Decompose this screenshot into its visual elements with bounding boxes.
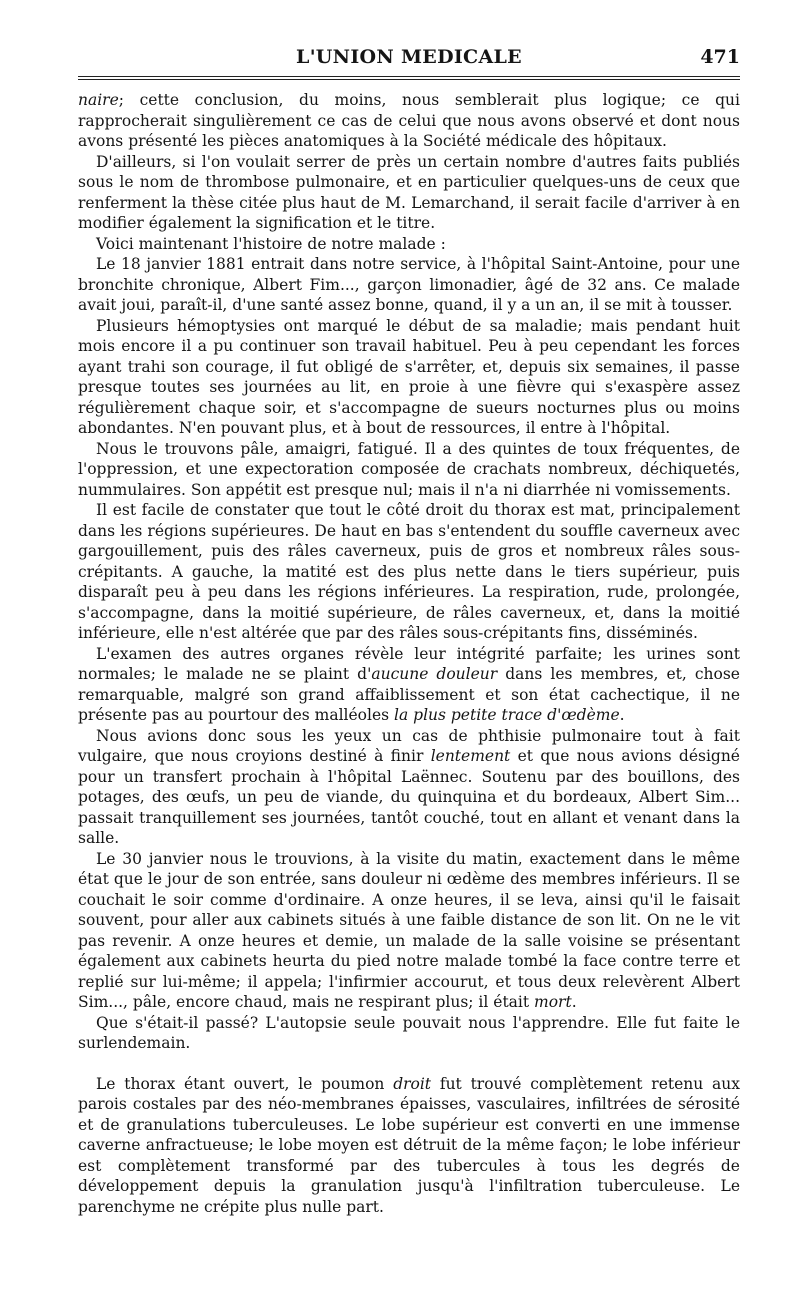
running-title: L'UNION MEDICALE <box>296 46 522 68</box>
paragraph <box>78 316 740 439</box>
paragraph <box>78 254 740 316</box>
paragraph-text: Nous avions donc sous les yeux un cas de phthisie pulmonaire tout à fait vulgaire, que nous croyions destiné à finir <box>78 726 740 765</box>
italic-text: lentement <box>430 747 511 765</box>
article-body <box>78 90 740 1217</box>
paragraph-text: Voici maintenant l'histoire de notre malade : <box>96 234 446 253</box>
paragraph <box>78 152 740 234</box>
paragraph-text: Plusieurs hémoptysies ont marqué le début de sa maladie; mais pendant huit mois encore il a pu continuer son travail habituel. Peu à peu cependant les forces ayant trahi son courage, il fut obligé de s'arrêter, et, depuis six semaines, il passe presque toutes ses journées au lit, en proie à une fièvre qui s'exaspère assez régulièrement chaque soir, et s'accompagne de sueurs nocturnes plus ou moins abondantes. N'en pouvant plus, et à bout de ressources, il entre à l'hôpital. <box>78 316 740 437</box>
paragraph-text: Il est facile de constater que tout le côté droit du thorax est mat, principalement dans les régions supérieures. De haut en bas s'entendent du souffle caverneux avec gargouillement, puis des râles caverneux, puis de gros et nombreux râles sous-crépitants. A gauche, la matité est des plus nette dans le tiers supérieur, puis disparaît peu à peu dans les régions inférieures. La respiration, rude, prolongée, s'accompagne, dans la moitié supérieure, de râles caverneux, et, dans la moitié inférieure, elle n'est altérée que par des râles sous-crépitants fins, disséminés. <box>78 501 740 642</box>
italic-text: naire <box>78 91 119 109</box>
paragraph-text: ; cette conclusion, du moins, nous semblerait plus logique; ce qui rapprocherait singulièrement ce cas de celui que nous avons observé et dont nous avons présenté les pièces anatomiques à la Société médicale des hôpitaux. <box>78 91 740 150</box>
paragraph-text: Le 30 janvier nous le trouvions, à la visite du matin, exactement dans le même état que le jour de son entrée, sans douleur ni œdème des membres inférieurs. Il se couchait le soir comme d'ordinaire. A onze heures, il se leva, ainsi qu'il le faisait souvent, pour aller aux cabinets situés à une faible distance de son lit. On ne le vit pas revenir. A onze heures et demie, un malade de la salle voisine se présentant également aux cabinets heurta du pied notre malade tombé la face contre terre et replié sur lui-même; il appela; l'infirmier accourut, et tous deux relevèrent Albert Sim..., pâle, encore chaud, mais ne respirant plus; il était <box>78 849 740 1011</box>
paragraph <box>78 500 740 644</box>
paragraph-text: . <box>619 706 625 724</box>
paragraph-text: L'examen des autres organes révèle leur intégrité parfaite; les urines sont normales; le malade ne se plaint d' <box>78 644 740 683</box>
paragraph-text: Que s'était-il passé? L'autopsie seule pouvait nous l'apprendre. Elle fut faite le surlendemain. <box>78 1013 740 1052</box>
header-rule <box>78 76 740 80</box>
italic-text: la plus petite trace d'œdème <box>394 706 620 724</box>
italic-text: droit <box>393 1074 432 1093</box>
paragraph <box>78 726 740 849</box>
paragraph <box>78 90 740 152</box>
paragraph <box>78 849 740 1013</box>
paragraph <box>78 644 740 726</box>
paragraph <box>78 1013 740 1054</box>
italic-text: mort <box>534 993 572 1011</box>
paragraph-text: Le thorax étant ouvert, le poumon <box>96 1074 394 1093</box>
paragraph-text: Nous le trouvons pâle, amaigri, fatigué. Il a des quintes de toux fréquentes, de l'oppression, et une expectoration composée de crachats nombreux, déchiquetés, nummulaires. Son appétit est presque nul; mais il n'a ni diarrhée ni vomissements. <box>78 439 740 499</box>
paragraph <box>78 439 740 501</box>
paragraph-text: fut trouvé complètement retenu aux parois costales par des néo-membranes épaisses, vasculaires, infiltrées de sérosité et de granulations tuberculeuses. Le lobe supérieur est converti en une immense caverne anfractueuse; le lobe moyen est détruit de la même façon; le lobe inférieur est complètement transformé par des tubercules à tous les degrés de développement depuis la granulation jusqu'à l'infiltration tuberculeuse. Le parenchyme ne crépite plus nulle part. <box>78 1074 740 1216</box>
paragraph <box>78 1074 740 1218</box>
paragraph-text: et que nous avions désigné pour un transfert prochain à l'hôpital Laënnec. Soutenu par des bouillons, des potages, des œufs, un peu de viande, du quinquina et du bordeaux, Albert Sim... passait tranquillement ses journées, tantôt couché, tout en allant et venant dans la salle. <box>78 747 740 847</box>
paragraph-text: Le 18 janvier 1881 entrait dans notre service, à l'hôpital Saint-Antoine, pour une bronchite chronique, Albert Fim..., garçon limonadier, âgé de 32 ans. Ce malade avait joui, paraît-il, d'une santé assez bonne, quand, il y a un an, il se mit à tousser. <box>78 255 740 314</box>
paragraph-text: dans les membres, et, chose remarquable, malgré son grand affaiblissement et son état cachectique, il ne présente pas au pourtour des malléoles <box>78 665 740 724</box>
paragraph <box>78 234 740 255</box>
page-header <box>78 46 740 74</box>
italic-text: aucune douleur <box>371 665 498 683</box>
paragraph-text: . <box>571 993 577 1011</box>
paragraph-text: D'ailleurs, si l'on voulait serrer de près un certain nombre d'autres faits publiés sous le nom de thrombose pulmonaire, et en particulier quelques-uns de ceux que renferment la thèse citée plus haut de M. Lemarchand, il serait facile d'arriver à en modifier également la signification et le titre. <box>78 152 740 232</box>
page-number: 471 <box>700 46 740 68</box>
